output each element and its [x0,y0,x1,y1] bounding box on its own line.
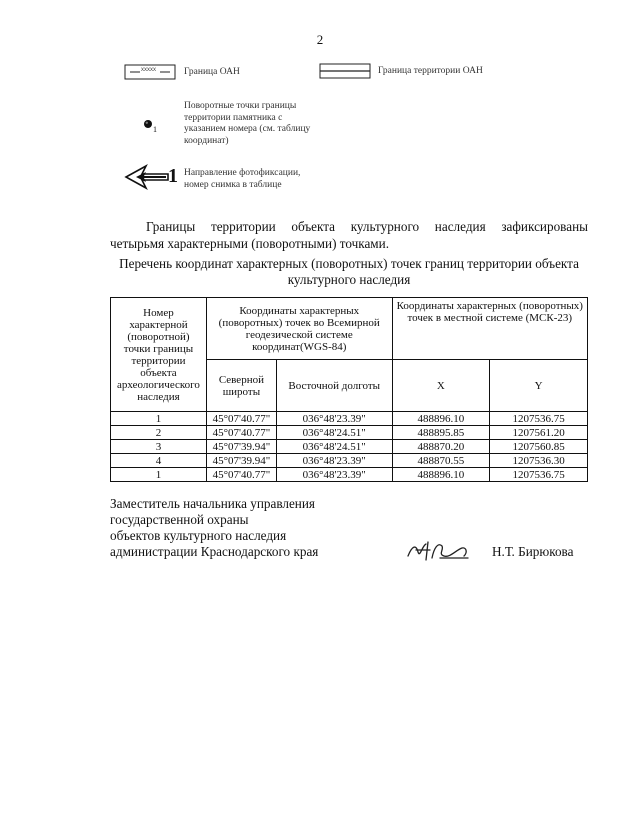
oan-boundary-symbol [124,64,176,80]
cell-x: 488896.10 [392,412,490,426]
table-row [111,454,588,468]
signatory-line-2: государственной охраны [110,512,249,527]
cell-point: 4 [111,454,207,468]
cell-x: 488870.55 [392,454,490,468]
territory-boundary-icon [319,63,371,79]
paragraph-line-1: Границы территории объекта культурного наследия зафиксированы [146,219,588,234]
photo-direction-label: Направление фотофиксации, номер снимка в таблице [184,168,301,190]
oan-boundary-sample-text: xxxxx [141,67,156,73]
photo-direction-arrow-icon [124,164,170,190]
cell-longitude: 036°48'23.39" [276,412,392,426]
turning-point-symbol [140,117,164,137]
signatory-line-4: администрации Краснодарского края [110,544,319,559]
cell-x: 488896.10 [392,468,490,482]
table-caption: Перечень координат характерных (поворотных) точек границ территории объекта культурного наследия [119,256,579,287]
cell-point: 3 [111,440,207,454]
turning-point-dot-icon [143,119,153,129]
cell-latitude: 45°07'40.77" [206,426,276,440]
cell-longitude: 036°48'23.39" [276,454,392,468]
page-number: 2 [316,32,324,47]
signatory-name: Н.Т. Бирюкова [492,544,574,559]
coordinates-table [110,297,588,482]
territory-boundary-symbol [319,63,371,79]
subheader-y: Y [490,360,588,412]
table-row [111,412,588,426]
cell-latitude: 45°07'40.77" [206,412,276,426]
subheader-longitude: Восточной долготы [276,360,392,412]
header-point-number: Номер характерной (поворотной) точки границы территории объекта археологического наследия [111,298,207,412]
cell-latitude: 45°07'40.77" [206,468,276,482]
turning-point-marker-number: 1 [153,125,157,134]
paragraph-line-2: четырьмя характерными (поворотными) точками. [110,236,389,251]
cell-y: 1207536.75 [490,412,588,426]
cell-y: 1207536.30 [490,454,588,468]
cell-longitude: 036°48'24.51" [276,440,392,454]
photo-direction-symbol [124,164,180,190]
cell-longitude: 036°48'24.51" [276,426,392,440]
photo-direction-marker-number: 1 [168,165,178,187]
subheader-x: X [392,360,490,412]
cell-longitude: 036°48'23.39" [276,468,392,482]
table-row [111,468,588,482]
cell-point: 2 [111,426,207,440]
signatory-line-1: Заместитель начальника управления [110,496,315,511]
header-msk23: Координаты характерных (поворотных) точек в местной системе (МСК-23) [392,298,587,360]
table-row [111,426,588,440]
cell-y: 1207536.75 [490,468,588,482]
signatory-position [110,496,318,560]
cell-x: 488895.85 [392,426,490,440]
cell-y: 1207560.85 [490,440,588,454]
signatory-line-3: объектов культурного наследия [110,528,287,543]
cell-x: 488870.20 [392,440,490,454]
header-wgs84: Координаты характерных (поворотных) точек во Всемирной геодезической системе координат(WGS-84) [206,298,392,360]
subheader-latitude: Северной широты [206,360,276,412]
cell-point: 1 [111,468,207,482]
territory-boundary-label: Граница территории ОАН [378,66,483,76]
turning-point-label: Поворотные точки границы территории памятника с указанием номера (см. таблицу координат) [184,101,311,146]
cell-latitude: 45°07'39.94" [206,454,276,468]
cell-latitude: 45°07'39.94" [206,440,276,454]
cell-point: 1 [111,412,207,426]
cell-y: 1207561.20 [490,426,588,440]
oan-boundary-label: Граница ОАН [184,67,240,77]
handwritten-signature [404,538,474,564]
boundary-paragraph [110,218,588,252]
table-row [111,440,588,454]
